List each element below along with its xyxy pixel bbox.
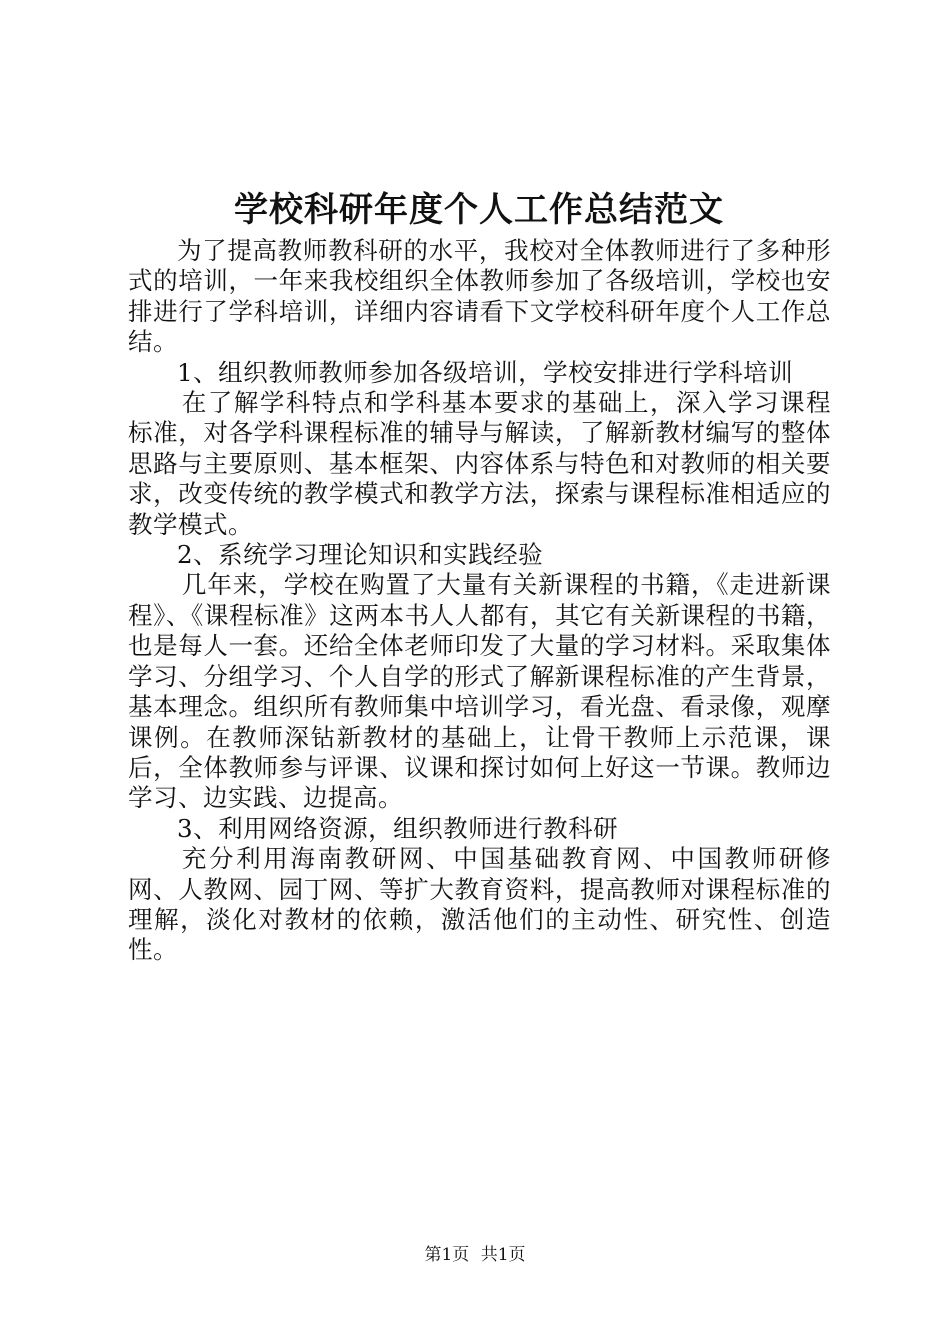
section-paragraph-3: 充分利用海南教研网、中国基础教育网、中国教师研修网、人教网、园丁网、等扩大教育资料，提高教师对课程标准的理解，淡化对教材的依赖，激活他们的主动性、研究性、创造性。 xyxy=(128,844,831,965)
document-body xyxy=(128,236,831,966)
intro-paragraph: 为了提高教师教科研的水平，我校对全体教师进行了多种形式的培训，一年来我校组织全体教师参加了各级培训，学校也安排进行了学科培训，详细内容请看下文学校科研年度个人工作总结。 xyxy=(128,236,831,357)
document-title: 学校科研年度个人工作总结范文 xyxy=(234,190,724,230)
page-footer xyxy=(0,1244,950,1266)
section-heading-1: 1、组织教师教师参加各级培训，学校安排进行学科培训 xyxy=(177,357,794,387)
page-total: 共1页 xyxy=(480,1245,526,1265)
page-number: 第1页 xyxy=(424,1245,470,1265)
section-heading-3: 3、利用网络资源，组织教师进行教科研 xyxy=(177,813,619,843)
section-paragraph-2: 几年来，学校在购置了大量有关新课程的书籍，《走进新课程》、《课程标准》这两本书人人都有，其它有关新课程的书籍，也是每人一套。还给全体老师印发了大量的学习材料。采取集体学习、分组学习、个人自学的形式了解新课程标准的产生背景，基本理念。组织所有教师集中培训学习，看光盘、看录像，观摩课例。在教师深钻新教材的基础上，让骨干教师上示范课，课后，全体教师参与评课、议课和探讨如何上好这一节课。教师边学习、边实践、边提高。 xyxy=(128,570,831,813)
section-heading-2: 2、系统学习理论知识和实践经验 xyxy=(177,540,544,570)
section-paragraph-1: 在了解学科特点和学科基本要求的基础上，深入学习课程标准，对各学科课程标准的辅导与解读，了解新教材编写的整体思路与主要原则、基本框架、内容体系与特色和对教师的相关要求，改变传统的教学模式和教学方法，探索与课程标准相适应的教学模式。 xyxy=(128,388,831,539)
